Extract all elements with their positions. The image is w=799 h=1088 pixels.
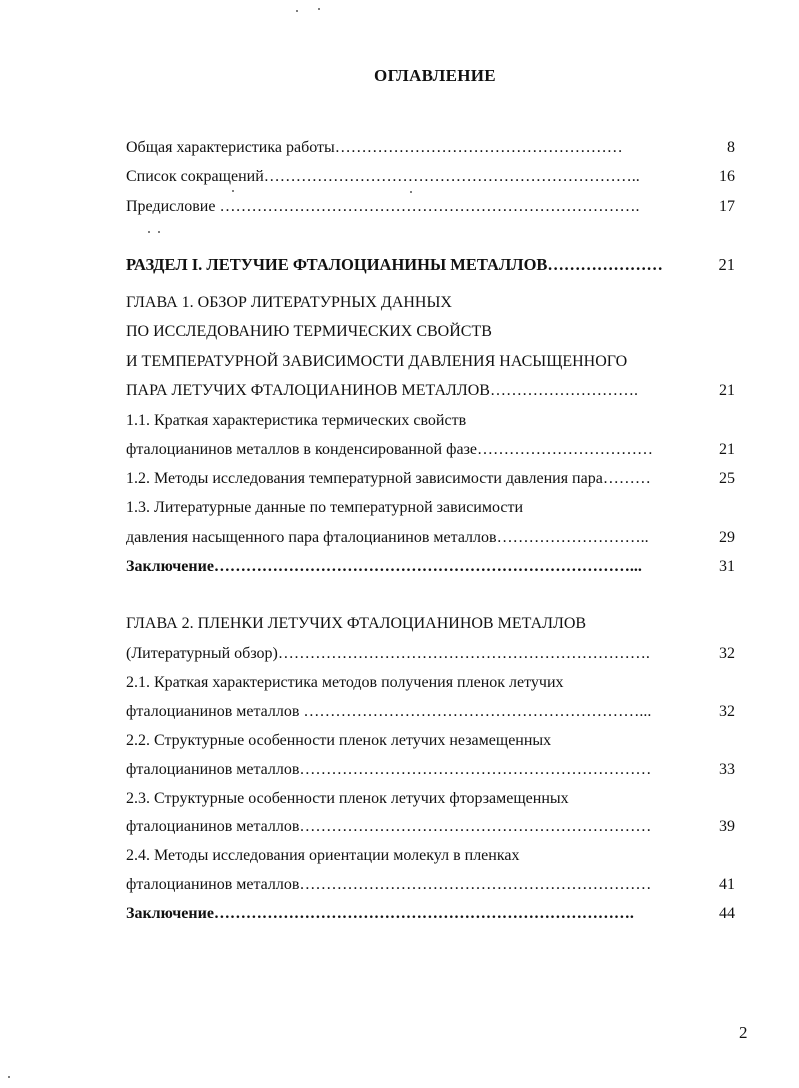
toc-entry-text: давления насыщенного пара фталоцианинов металлов……………………….. xyxy=(126,529,649,546)
toc-entry-page: 31 xyxy=(719,558,735,575)
toc-entry-1-3-line: 1.3. Литературные данные по температурной зависимости xyxy=(126,499,524,516)
chapter-1-title-line: ГЛАВА 1. ОБЗОР ЛИТЕРАТУРНЫХ ДАННЫХ xyxy=(126,294,452,311)
toc-entry-text: ПАРА ЛЕТУЧИХ ФТАЛОЦИАНИНОВ МЕТАЛЛОВ………………………. xyxy=(126,382,638,399)
scan-speck xyxy=(318,8,320,10)
scan-speck xyxy=(410,191,412,193)
toc-entry-text: фталоцианинов металлов ………………………………………………………... xyxy=(126,703,652,720)
toc-entry-page: 17 xyxy=(719,198,735,215)
toc-entry-2-2-line: 2.2. Структурные особенности пленок летучих незамещенных xyxy=(126,732,552,749)
chapter-1-title-line: И ТЕМПЕРАТУРНОЙ ЗАВИСИМОСТИ ДАВЛЕНИЯ НАСЫЩЕННОГО xyxy=(126,353,628,370)
toc-entry-page: 29 xyxy=(719,529,735,546)
toc-entry-2-1-line: 2.1. Краткая характеристика методов получения пленок летучих xyxy=(126,674,564,691)
toc-entry-page: 21 xyxy=(718,255,735,274)
page-number: 2 xyxy=(739,1023,748,1042)
toc-entry-text: фталоцианинов металлов………………………………………………………… xyxy=(126,818,652,835)
toc-entry-page: 32 xyxy=(719,645,735,662)
toc-entry-page: 39 xyxy=(719,818,735,835)
toc-entry-text: (Литературный обзор)……………………………………………………………. xyxy=(126,645,650,662)
toc-entry-page: 21 xyxy=(719,382,735,399)
toc-entry-page: 21 xyxy=(719,441,735,458)
toc-entry-text: фталоцианинов металлов………………………………………………………… xyxy=(126,876,652,893)
toc-entry-page: 16 xyxy=(719,168,735,185)
page-title: ОГЛАВЛЕНИЕ xyxy=(374,66,496,85)
scan-speck xyxy=(148,231,150,233)
scan-speck xyxy=(296,10,298,12)
chapter-1-title-line: ПО ИССЛЕДОВАНИЮ ТЕРМИЧЕСКИХ СВОЙСТВ xyxy=(126,323,492,340)
toc-entry-page: 32 xyxy=(719,703,735,720)
toc-entry-page: 44 xyxy=(719,905,735,922)
toc-entry-text: Список сокращений…………………………………………………………….. xyxy=(126,168,640,185)
scan-speck xyxy=(158,231,160,233)
scan-speck xyxy=(8,1076,10,1078)
toc-entry-text: фталоцианинов металлов в конденсированной фазе…………………………… xyxy=(126,441,653,458)
toc-entry-page: 8 xyxy=(727,139,735,156)
toc-entry-text: Предисловие ……………………………………………………………………. xyxy=(126,198,640,215)
toc-entry-1-1-line: 1.1. Краткая характеристика термических свойств xyxy=(126,412,467,429)
toc-entry-text: Общая характеристика работы……………………………………………… xyxy=(126,139,623,156)
toc-entry-text: фталоцианинов металлов………………………………………………………… xyxy=(126,761,652,778)
scan-speck xyxy=(232,190,234,192)
toc-entry-page: 41 xyxy=(719,876,735,893)
toc-entry-2-3-line: 2.3. Структурные особенности пленок летучих фторзамещенных xyxy=(126,790,569,807)
toc-entry-text: РАЗДЕЛ I. ЛЕТУЧИЕ ФТАЛОЦИАНИНЫ МЕТАЛЛОВ………………… xyxy=(126,255,663,274)
toc-entry-page: 33 xyxy=(719,761,735,778)
toc-entry-text: Заключение……………………………………………………………………. xyxy=(126,905,634,922)
chapter-2-title-line: ГЛАВА 2. ПЛЕНКИ ЛЕТУЧИХ ФТАЛОЦИАНИНОВ МЕТАЛЛОВ xyxy=(126,615,587,632)
toc-entry-page: 25 xyxy=(719,470,735,487)
toc-entry-text: 1.2. Методы исследования температурной зависимости давления пара……… xyxy=(126,470,651,487)
toc-entry-text: Заключение……………………………………………………………………... xyxy=(126,558,642,575)
toc-entry-2-4-line: 2.4. Методы исследования ориентации молекул в пленках xyxy=(126,847,520,864)
